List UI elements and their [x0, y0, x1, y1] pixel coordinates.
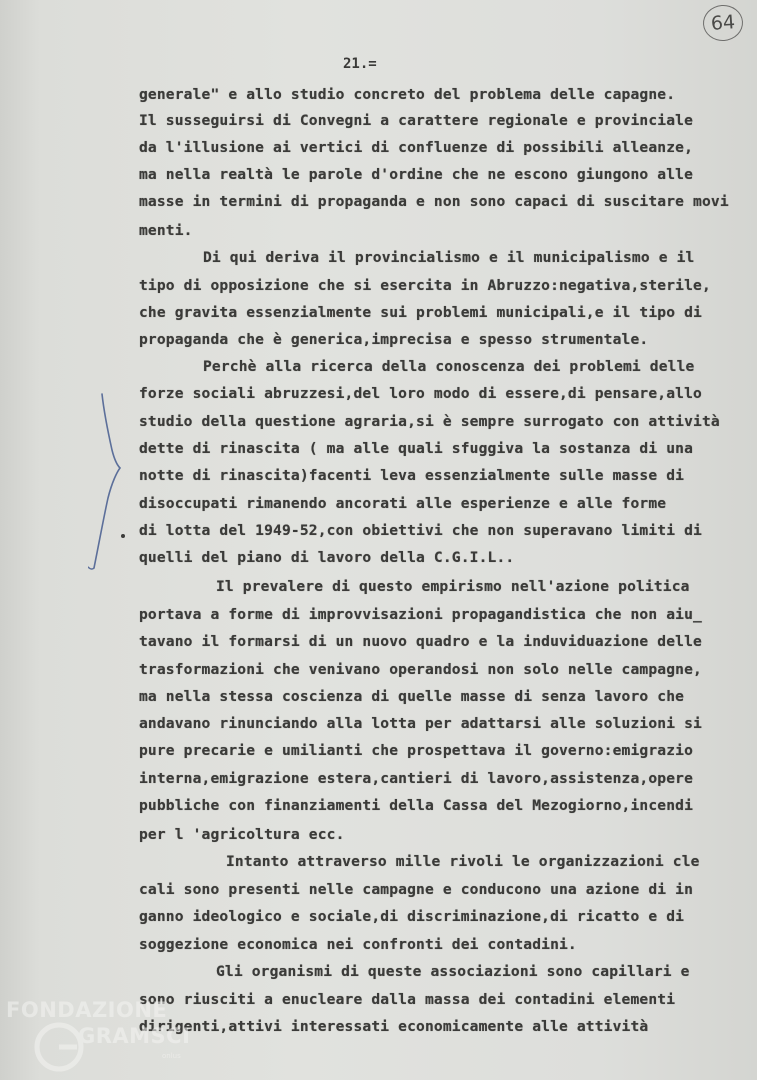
text-line: ganno ideologico e sociale,di discriminazione,di ricatto e di: [139, 908, 685, 925]
text-line: interna,emigrazione estera,cantieri di lavoro,assistenza,opere: [139, 770, 694, 787]
watermark: [4, 994, 194, 1078]
text-line: forze sociali abruzzesi,del loro modo di essere,di pensare,allo: [139, 385, 702, 402]
text-line: cali sono presenti nelle campagne e conducono una azione di in: [139, 881, 694, 898]
text-line: soggezione economica nei confronti dei contadini.: [139, 936, 577, 953]
text-line: Il prevalere di questo empirismo nell'azione politica: [216, 578, 690, 595]
text-line: per l 'agricoltura ecc.: [139, 826, 345, 843]
text-line: Gli organismi di queste associazioni sono capillari e: [216, 963, 690, 980]
text-line: pubbliche con finanziamenti della Cassa del Mezogiorno,incendi: [139, 797, 694, 814]
watermark-subtitle: GRAMSCI: [78, 1024, 191, 1048]
text-line: andavano rinunciando alla lotta per adattarsi alle soluzioni si: [139, 715, 702, 732]
text-line: Perchè alla ricerca della conoscenza dei problemi delle: [203, 358, 695, 375]
text-line: generale" e allo studio concreto del problema delle capagne.: [139, 86, 676, 103]
text-line: da l'illusione ai vertici di confluenze di possibili alleanze,: [139, 139, 694, 156]
text-line: portava a forme di improvvisazioni propagandistica che non aiu_: [139, 606, 702, 623]
margin-dot: [121, 534, 125, 538]
text-line: masse in termini di propaganda e non sono capaci di suscitare movi: [139, 193, 729, 210]
text-line: studio della questione agraria,si è sempre surrogato con attività: [139, 413, 720, 430]
text-line: ma nella realtà le parole d'ordine che ne escono giungono alle: [139, 166, 694, 183]
text-line: Di qui deriva il provincialismo e il municipalismo e il: [203, 249, 695, 266]
text-line: ma nella stessa coscienza di quelle masse di senza lavoro che: [139, 688, 685, 705]
text-line: di lotta del 1949-52,con obiettivi che non superavano limiti di: [139, 522, 702, 539]
text-line: quelli del piano di lavoro della C.G.I.L..: [139, 549, 515, 566]
text-line: menti.: [139, 222, 193, 239]
text-line: tipo di opposizione che si esercita in Abruzzo:negativa,sterile,: [139, 277, 711, 294]
text-line: propaganda che è generica,imprecisa e spesso strumentale.: [139, 331, 649, 348]
text-line: Intanto attraverso mille rivoli le organizzazioni cle: [226, 853, 700, 870]
text-line: che gravita essenzialmente sui problemi municipali,e il tipo di: [139, 304, 702, 321]
text-line: tavano il formarsi di un nuovo quadro e la induviduazione delle: [139, 633, 702, 650]
page-stamp: 64: [702, 4, 744, 43]
text-line: pure precarie e umilianti che prospettava il governo:emigrazio: [139, 742, 694, 759]
watermark-onlus: onlus: [162, 1052, 181, 1060]
text-line: notte di rinascita)facenti leva essenzialmente sulle masse di: [139, 467, 685, 484]
text-line: trasformazioni che venivano operandosi non solo nelle campagne,: [139, 661, 702, 678]
text-line: Il susseguirsi di Convegni a carattere regionale e provinciale: [139, 112, 694, 129]
page-number: 21.=: [343, 56, 377, 72]
text-line: sono riusciti a enucleare dalla massa dei contadini elementi: [139, 991, 676, 1008]
text-line: disoccupati rimanendo ancorati alle esperienze e alle forme: [139, 495, 667, 512]
text-line: dette di rinascita ( ma alle quali sfuggiva la sostanza di una: [139, 440, 694, 457]
text-line: dirigenti,attivi interessati economicamente alle attività: [139, 1018, 649, 1035]
margin-bracket-mark: [88, 392, 128, 572]
watermark-title: FONDAZIONE: [6, 998, 168, 1022]
